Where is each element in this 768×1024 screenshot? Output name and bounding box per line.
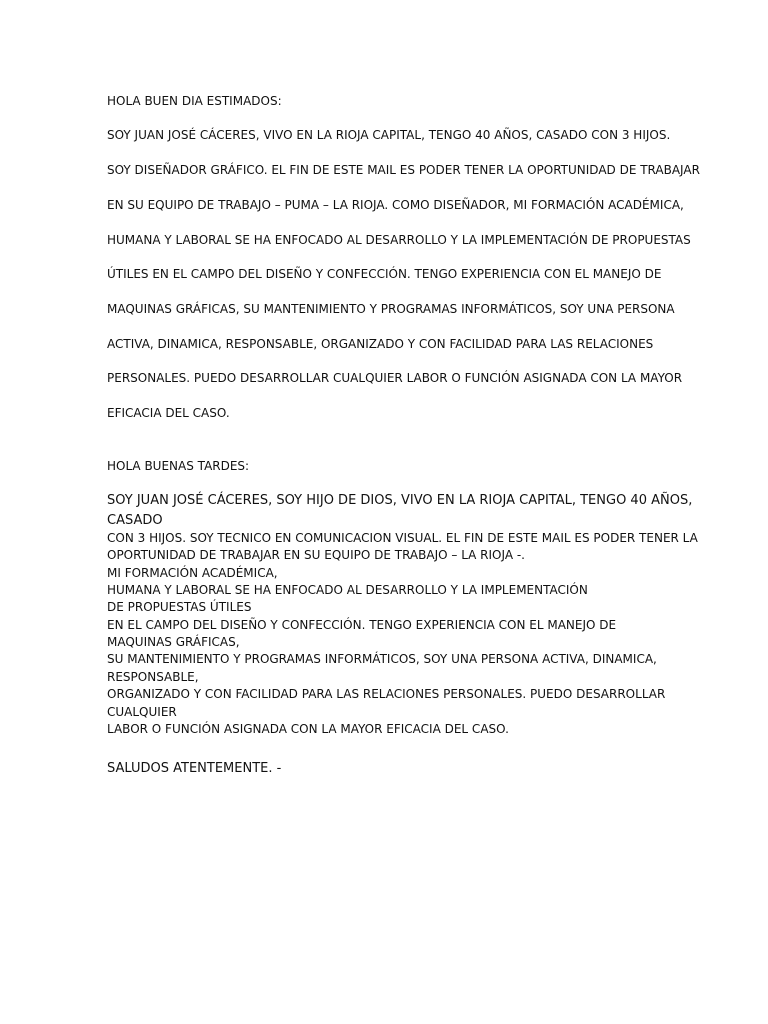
letter2-closing: SALUDOS ATENTEMENTE. - (107, 761, 282, 776)
letter1-intro: SOY JUAN JOSÉ CÁCERES, VIVO EN LA RIOJA CAPITAL, TENGO 40 AÑOS, CASADO CON 3 HIJOS. (107, 128, 671, 142)
letter1-body-line: ACTIVA, DINAMICA, RESPONSABLE, ORGANIZADO Y CON FACILIDAD PARA LAS RELACIONES (107, 337, 654, 351)
letter2-intro-line: SOY JUAN JOSÉ CÁCERES, SOY HIJO DE DIOS, VIVO EN LA RIOJA CAPITAL, TENGO 40 AÑOS, (107, 493, 693, 508)
letter1-body-line: SOY DISEÑADOR GRÁFICO. EL FIN DE ESTE MAIL ES PODER TENER LA OPORTUNIDAD DE TRABAJAR (107, 163, 700, 177)
letter1-body-line: ÚTILES EN EL CAMPO DEL DISEÑO Y CONFECCIÓN. TENGO EXPERIENCIA CON EL MANEJO DE (107, 267, 662, 281)
letter2-body-line: CUALQUIER (107, 705, 177, 719)
letter1-body-line: MAQUINAS GRÁFICAS, SU MANTENIMIENTO Y PROGRAMAS INFORMÁTICOS, SOY UNA PERSONA (107, 302, 675, 316)
letter2-body-line: SU MANTENIMIENTO Y PROGRAMAS INFORMÁTICOS, SOY UNA PERSONA ACTIVA, DINAMICA, (107, 652, 657, 666)
letter2-body-line: LABOR O FUNCIÓN ASIGNADA CON LA MAYOR EFICACIA DEL CASO. (107, 722, 509, 736)
letter1-body-line: PERSONALES. PUEDO DESARROLLAR CUALQUIER LABOR O FUNCIÓN ASIGNADA CON LA MAYOR (107, 371, 683, 385)
letter1-greeting: HOLA BUEN DIA ESTIMADOS: (107, 94, 282, 108)
letter2-body-line: MI FORMACIÓN ACADÉMICA, (107, 566, 278, 580)
letter2-body-line: OPORTUNIDAD DE TRABAJAR EN SU EQUIPO DE TRABAJO – LA RIOJA -. (107, 548, 525, 562)
letter1-body-line: HUMANA Y LABORAL SE HA ENFOCADO AL DESARROLLO Y LA IMPLEMENTACIÓN DE PROPUESTAS (107, 233, 691, 247)
letter1-body-line: EFICACIA DEL CASO. (107, 406, 230, 420)
letter2-intro-line: CASADO (107, 513, 163, 528)
letter2-body-line: EN EL CAMPO DEL DISEÑO Y CONFECCIÓN. TENGO EXPERIENCIA CON EL MANEJO DE (107, 618, 617, 632)
letter2-body-line: RESPONSABLE, (107, 670, 199, 684)
letter2-body-line: CON 3 HIJOS. SOY TECNICO EN COMUNICACION VISUAL. EL FIN DE ESTE MAIL ES PODER TENER LA (107, 531, 698, 545)
letter2-body-line: ORGANIZADO Y CON FACILIDAD PARA LAS RELACIONES PERSONALES. PUEDO DESARROLLAR (107, 687, 666, 701)
letter1-body-line: EN SU EQUIPO DE TRABAJO – PUMA – LA RIOJA. COMO DISEÑADOR, MI FORMACIÓN ACADÉMICA, (107, 198, 684, 212)
letter2-body-line: MAQUINAS GRÁFICAS, (107, 635, 240, 649)
letter2-body-line: HUMANA Y LABORAL SE HA ENFOCADO AL DESARROLLO Y LA IMPLEMENTACIÓN (107, 583, 588, 597)
letter2-greeting: HOLA BUENAS TARDES: (107, 459, 250, 473)
letter2-body-line: DE PROPUESTAS ÚTILES (107, 600, 252, 614)
